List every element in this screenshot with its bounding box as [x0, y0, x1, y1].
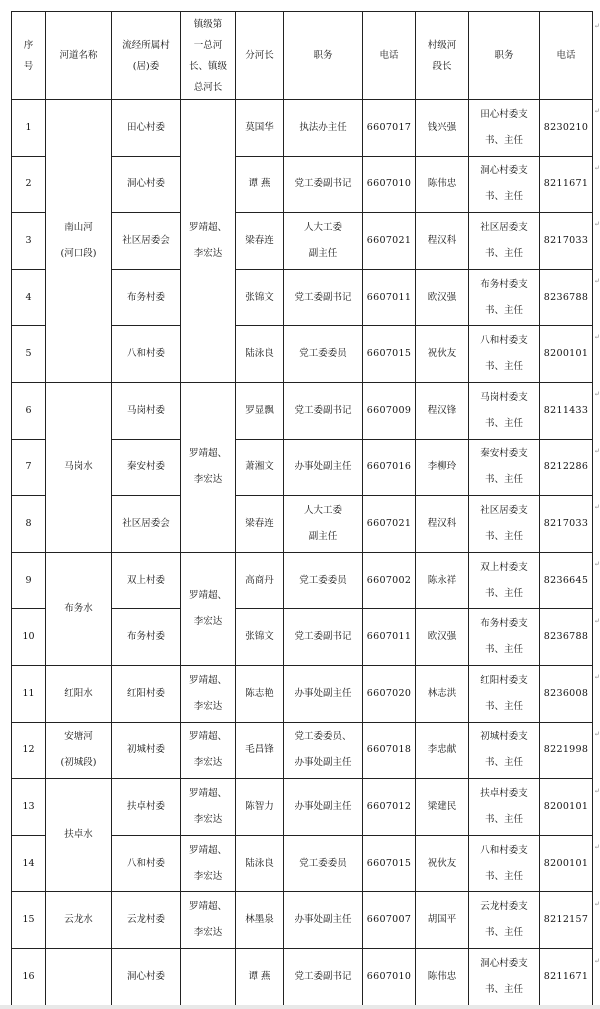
village-title-cell-line: 书、主任	[484, 247, 523, 259]
village-title-cell	[469, 948, 540, 1005]
village-chief-cell: 梁建民	[416, 779, 469, 836]
sub-title-cell-line: 办事处副主任	[294, 757, 352, 769]
sub-phone-cell: 6607016	[363, 439, 416, 496]
header-text: 村级河	[427, 39, 457, 51]
river-name-cell	[46, 382, 112, 552]
paragraph-mark-icon: ↵	[594, 900, 600, 908]
town-chief-cell-line: 李宏达	[193, 474, 223, 486]
sub-chief-cell: 陆泳良	[236, 835, 284, 892]
village-title-cell	[469, 382, 540, 439]
village-title-cell-line: 八和村委支	[480, 335, 528, 347]
sub-title-cell-line: 党工委副书记	[294, 631, 352, 643]
seq-cell: 10	[12, 609, 46, 666]
village-chief-cell: 李柳玲	[416, 439, 469, 496]
sub-title-cell	[284, 213, 363, 270]
sub-phone-cell: 6607009	[363, 382, 416, 439]
town-chief-cell	[181, 100, 236, 383]
seq-cell: 3	[12, 213, 46, 270]
seq-cell: 1	[12, 100, 46, 157]
sub-chief-cell: 陈智力	[236, 779, 284, 836]
sub-title-cell-line: 办事处副主任	[294, 914, 352, 926]
sub-phone-cell: 6607010	[363, 156, 416, 213]
seq-cell: 14	[12, 835, 46, 892]
sub-title-cell	[284, 496, 363, 553]
town-chief-cell-line: 罗靖超、	[188, 844, 227, 856]
town-chief-cell	[181, 722, 236, 779]
sub-chief-cell: 罗显飘	[236, 382, 284, 439]
river-name-cell-line: 扶卓水	[64, 829, 93, 841]
sub-phone-cell: 6607012	[363, 779, 416, 836]
paragraph-mark-icon: ↵	[594, 390, 600, 398]
village-title-cell	[469, 835, 540, 892]
header-sub-phone: 电话	[363, 12, 416, 100]
sub-title-cell-line: 党工委委员、	[294, 731, 352, 743]
sub-chief-cell: 梁春连	[236, 496, 284, 553]
table-body	[12, 100, 593, 1006]
river-name-cell-line: 安塘河	[64, 731, 93, 743]
header-village-title: 职务	[469, 12, 540, 100]
village-phone-cell: 8236788	[540, 609, 593, 666]
paragraph-mark-icon: ↵	[594, 843, 600, 851]
river-name-cell-line: 布务水	[64, 602, 93, 614]
village-title-cell	[469, 156, 540, 213]
town-chief-cell	[181, 892, 236, 949]
sub-title-cell-line: 办事处副主任	[294, 687, 352, 699]
village-chief-cell: 程汉科	[416, 496, 469, 553]
river-name-cell-line: (初城段)	[60, 757, 97, 769]
header-seq	[12, 12, 46, 100]
village-chief-cell: 钱兴强	[416, 100, 469, 157]
village-title-cell-line: 书、主任	[484, 474, 523, 486]
village-title-cell-line: 书、主任	[484, 361, 523, 373]
river-name-cell-line: 红阳水	[64, 687, 93, 699]
village-title-cell	[469, 326, 540, 383]
sub-title-cell	[284, 552, 363, 609]
sub-phone-cell: 6607015	[363, 326, 416, 383]
village-chief-cell: 李忠献	[416, 722, 469, 779]
river-name-cell	[46, 722, 112, 779]
village-title-cell-line: 洞心村委支	[480, 957, 528, 969]
header-sub-chief: 分河长	[236, 12, 284, 100]
paragraph-mark-icon: ↵	[594, 333, 600, 341]
village-title-cell-line: 秦安村委支	[480, 448, 528, 460]
sub-title-cell	[284, 156, 363, 213]
village-cell: 红阳村委	[112, 665, 181, 722]
village-title-cell	[469, 269, 540, 326]
town-chief-cell	[181, 382, 236, 552]
sub-title-cell-line: 办事处副主任	[294, 800, 352, 812]
village-phone-cell: 8236645	[540, 552, 593, 609]
river-name-cell-line: 马岗水	[64, 461, 93, 473]
village-phone-cell: 8211671	[540, 948, 593, 1005]
sub-phone-cell: 6607002	[363, 552, 416, 609]
village-title-cell	[469, 552, 540, 609]
town-chief-cell-line: 李宏达	[193, 757, 223, 769]
town-chief-cell-line: 李宏达	[193, 700, 223, 712]
river-name-cell	[46, 948, 112, 1005]
village-title-cell-line: 书、主任	[484, 134, 523, 146]
river-name-cell	[46, 552, 112, 665]
village-cell: 双上村委	[112, 552, 181, 609]
sub-title-cell	[284, 326, 363, 383]
village-title-cell-line: 书、主任	[484, 644, 523, 656]
sub-title-cell	[284, 948, 363, 1005]
river-name-cell	[46, 779, 112, 892]
village-cell: 社区居委会	[112, 496, 181, 553]
village-cell: 田心村委	[112, 100, 181, 157]
village-title-cell-line: 田心村委支	[480, 108, 528, 120]
river-name-cell	[46, 665, 112, 722]
sub-title-cell	[284, 779, 363, 836]
header-text: 号	[23, 60, 34, 72]
village-cell: 初城村委	[112, 722, 181, 779]
village-phone-cell: 8230210	[540, 100, 593, 157]
seq-cell: 16	[12, 948, 46, 1005]
sub-title-cell-line: 副主任	[308, 530, 338, 542]
village-cell: 洞心村委	[112, 948, 181, 1005]
seq-cell: 11	[12, 665, 46, 722]
sub-chief-cell: 陈志艳	[236, 665, 284, 722]
table-row	[12, 892, 593, 949]
village-cell: 八和村委	[112, 326, 181, 383]
village-title-cell-line: 八和村委支	[480, 844, 528, 856]
village-title-cell-line: 云龙村委支	[480, 901, 528, 913]
village-phone-cell: 8217033	[540, 496, 593, 553]
village-title-cell-line: 书、主任	[484, 927, 523, 939]
sub-title-cell-line: 党工委副书记	[294, 178, 352, 190]
sub-chief-cell: 谭 燕	[236, 948, 284, 1005]
header-text: 段长	[432, 60, 452, 72]
town-chief-cell-line: 李宏达	[193, 870, 223, 882]
village-title-cell-line: 书、主任	[484, 870, 523, 882]
village-title-cell-line: 社区居委支	[480, 504, 528, 516]
village-cell: 布务村委	[112, 269, 181, 326]
town-chief-cell-line: 罗靖超、	[188, 221, 227, 233]
village-chief-cell: 林志洪	[416, 665, 469, 722]
header-text: 长、镇级	[188, 60, 227, 72]
village-chief-cell: 胡国平	[416, 892, 469, 949]
sub-title-cell	[284, 722, 363, 779]
village-chief-cell: 陈伟忠	[416, 156, 469, 213]
header-town-chief	[181, 12, 236, 100]
sub-title-cell-line: 党工委副书记	[294, 404, 352, 416]
seq-cell: 8	[12, 496, 46, 553]
river-name-cell-line: 南山河	[64, 221, 93, 233]
town-chief-cell-line: 李宏达	[193, 615, 223, 627]
town-chief-cell-line: 罗靖超、	[188, 731, 227, 743]
river-name-cell	[46, 100, 112, 383]
sub-phone-cell: 6607021	[363, 213, 416, 270]
seq-cell: 9	[12, 552, 46, 609]
table-row	[12, 100, 593, 157]
seq-cell: 6	[12, 382, 46, 439]
town-chief-cell-line: 李宏达	[193, 247, 223, 259]
town-chief-cell	[181, 779, 236, 836]
paragraph-mark-icon: ↵	[594, 560, 600, 568]
town-chief-cell-line: 罗靖超、	[188, 448, 227, 460]
river-name-cell-line: 云龙水	[64, 914, 93, 926]
village-phone-cell: 8212286	[540, 439, 593, 496]
village-chief-cell: 陈永祥	[416, 552, 469, 609]
seq-cell: 15	[12, 892, 46, 949]
town-chief-cell-line: 李宏达	[193, 813, 223, 825]
village-phone-cell: 8211671	[540, 156, 593, 213]
village-cell: 秦安村委	[112, 439, 181, 496]
village-chief-cell: 欧汉强	[416, 269, 469, 326]
paragraph-mark-icon: ↵	[594, 277, 600, 285]
town-chief-cell-line: 罗靖超、	[188, 674, 227, 686]
seq-cell: 13	[12, 779, 46, 836]
sub-phone-cell: 6607010	[363, 948, 416, 1005]
sub-chief-cell: 张锦文	[236, 269, 284, 326]
paragraph-mark-icon: ↵	[594, 673, 600, 681]
village-cell: 布务村委	[112, 609, 181, 666]
table-row	[12, 382, 593, 439]
sub-chief-cell: 莫国华	[236, 100, 284, 157]
table-header-row	[12, 12, 593, 100]
sub-title-cell-line: 党工委副书记	[294, 291, 352, 303]
seq-cell: 12	[12, 722, 46, 779]
town-chief-cell	[181, 665, 236, 722]
village-title-cell-line: 初城村委支	[480, 731, 528, 743]
sub-phone-cell: 6607011	[363, 269, 416, 326]
village-phone-cell: 8200101	[540, 835, 593, 892]
header-village-chief	[416, 12, 469, 100]
sub-phone-cell: 6607020	[363, 665, 416, 722]
header-text: 一总河	[193, 39, 223, 51]
header-text: 序	[23, 39, 34, 51]
seq-cell: 5	[12, 326, 46, 383]
sub-title-cell-line: 执法办主任	[299, 121, 347, 133]
sub-chief-cell: 谭 燕	[236, 156, 284, 213]
header-text: 总河长	[193, 81, 223, 93]
paragraph-mark-icon: ↵	[594, 730, 600, 738]
town-chief-cell	[181, 552, 236, 665]
sub-title-cell	[284, 835, 363, 892]
header-village-phone: 电话	[540, 12, 593, 100]
village-phone-cell: 8200101	[540, 779, 593, 836]
sub-phone-cell: 6607017	[363, 100, 416, 157]
village-chief-cell: 欧汉强	[416, 609, 469, 666]
sub-title-cell	[284, 665, 363, 722]
table-row	[12, 948, 593, 1005]
village-title-cell-line: 社区居委支	[480, 221, 528, 233]
village-title-cell	[469, 609, 540, 666]
village-title-cell	[469, 665, 540, 722]
village-phone-cell: 8212157	[540, 892, 593, 949]
paragraph-mark-icon: ↵	[594, 617, 600, 625]
paragraph-mark-icon: ↵	[594, 22, 600, 30]
table-row	[12, 722, 593, 779]
sub-chief-cell: 毛昌锋	[236, 722, 284, 779]
sub-chief-cell: 高商丹	[236, 552, 284, 609]
header-sub-title: 职务	[284, 12, 363, 100]
village-title-cell	[469, 496, 540, 553]
seq-cell: 4	[12, 269, 46, 326]
village-title-cell-line: 扶卓村委支	[480, 787, 528, 799]
header-river: 河道名称	[46, 12, 112, 100]
sub-title-cell-line: 党工委委员	[299, 857, 347, 869]
town-chief-cell	[181, 948, 236, 1005]
header-text: 流经所属村	[122, 39, 170, 51]
sub-title-cell-line: 人大工委	[303, 504, 342, 516]
village-cell: 社区居委会	[112, 213, 181, 270]
village-title-cell-line: 双上村委支	[480, 561, 528, 573]
table-row	[12, 552, 593, 609]
sub-chief-cell: 林墨泉	[236, 892, 284, 949]
header-text: (居)委	[132, 60, 160, 72]
sub-title-cell-line: 党工委委员	[299, 348, 347, 360]
village-title-cell	[469, 779, 540, 836]
paragraph-mark-icon: ↵	[594, 107, 600, 115]
sub-title-cell-line: 人大工委	[303, 221, 342, 233]
sub-title-cell	[284, 609, 363, 666]
village-title-cell	[469, 892, 540, 949]
village-title-cell-line: 书、主任	[484, 700, 523, 712]
village-phone-cell: 8236008	[540, 665, 593, 722]
village-cell: 云龙村委	[112, 892, 181, 949]
town-chief-cell-line: 李宏达	[193, 927, 223, 939]
village-phone-cell: 8211433	[540, 382, 593, 439]
village-title-cell	[469, 439, 540, 496]
sub-phone-cell: 6607007	[363, 892, 416, 949]
village-cell: 洞心村委	[112, 156, 181, 213]
header-village	[112, 12, 181, 100]
village-chief-cell: 祝伙友	[416, 835, 469, 892]
paragraph-mark-icon: ↵	[594, 503, 600, 511]
village-cell: 扶卓村委	[112, 779, 181, 836]
sub-phone-cell: 6607011	[363, 609, 416, 666]
paragraph-mark-icon: ↵	[594, 164, 600, 172]
table-row	[12, 665, 593, 722]
village-title-cell-line: 书、主任	[484, 417, 523, 429]
table-row	[12, 779, 593, 836]
village-title-cell-line: 书、主任	[484, 983, 523, 995]
village-title-cell-line: 红阳村委支	[480, 674, 528, 686]
village-phone-cell: 8200101	[540, 326, 593, 383]
village-title-cell-line: 书、主任	[484, 587, 523, 599]
sub-chief-cell: 萧湘文	[236, 439, 284, 496]
sub-phone-cell: 6607018	[363, 722, 416, 779]
sub-title-cell-line: 党工委副书记	[294, 970, 352, 982]
river-name-cell	[46, 892, 112, 949]
village-chief-cell: 陈伟忠	[416, 948, 469, 1005]
village-title-cell-line: 洞心村委支	[480, 165, 528, 177]
town-chief-cell-line: 罗靖超、	[188, 589, 227, 601]
paragraph-mark-icon: ↵	[594, 957, 600, 965]
sub-chief-cell: 梁春连	[236, 213, 284, 270]
village-chief-cell: 程汉科	[416, 213, 469, 270]
sub-title-cell-line: 办事处副主任	[294, 461, 352, 473]
sub-phone-cell: 6607015	[363, 835, 416, 892]
town-chief-cell-line: 罗靖超、	[188, 787, 227, 799]
sub-title-cell-line: 副主任	[308, 247, 338, 259]
town-chief-cell-line: 罗靖超、	[188, 901, 227, 913]
seq-cell: 7	[12, 439, 46, 496]
village-title-cell-line: 书、主任	[484, 530, 523, 542]
paragraph-mark-icon: ↵	[594, 787, 600, 795]
village-phone-cell: 8221998	[540, 722, 593, 779]
village-title-cell	[469, 213, 540, 270]
village-title-cell-line: 书、主任	[484, 813, 523, 825]
sub-title-cell	[284, 382, 363, 439]
seq-cell: 2	[12, 156, 46, 213]
village-title-cell	[469, 722, 540, 779]
village-title-cell-line: 书、主任	[484, 191, 523, 203]
sub-chief-cell: 陆泳良	[236, 326, 284, 383]
village-title-cell-line: 布务村委支	[480, 278, 528, 290]
village-phone-cell: 8217033	[540, 213, 593, 270]
page-bottom-edge	[0, 1005, 600, 1009]
sub-chief-cell: 张锦文	[236, 609, 284, 666]
sub-title-cell-line: 党工委委员	[299, 574, 347, 586]
village-title-cell-line: 马岗村委支	[480, 391, 528, 403]
sub-phone-cell: 6607021	[363, 496, 416, 553]
sub-title-cell	[284, 892, 363, 949]
village-title-cell-line: 书、主任	[484, 304, 523, 316]
sub-title-cell	[284, 439, 363, 496]
paragraph-mark-icon: ↵	[594, 447, 600, 455]
village-phone-cell: 8236788	[540, 269, 593, 326]
village-cell: 马岗村委	[112, 382, 181, 439]
paragraph-mark-icon: ↵	[594, 220, 600, 228]
village-title-cell-line: 书、主任	[484, 757, 523, 769]
village-cell: 八和村委	[112, 835, 181, 892]
sub-title-cell	[284, 269, 363, 326]
village-title-cell-line: 布务村委支	[480, 618, 528, 630]
village-chief-cell: 程汉锋	[416, 382, 469, 439]
river-chief-table	[11, 11, 593, 1006]
header-text: 镇级第	[193, 18, 223, 30]
town-chief-cell	[181, 835, 236, 892]
village-chief-cell: 祝伙友	[416, 326, 469, 383]
river-name-cell-line: (河口段)	[60, 247, 97, 259]
village-title-cell	[469, 100, 540, 157]
sub-title-cell	[284, 100, 363, 157]
